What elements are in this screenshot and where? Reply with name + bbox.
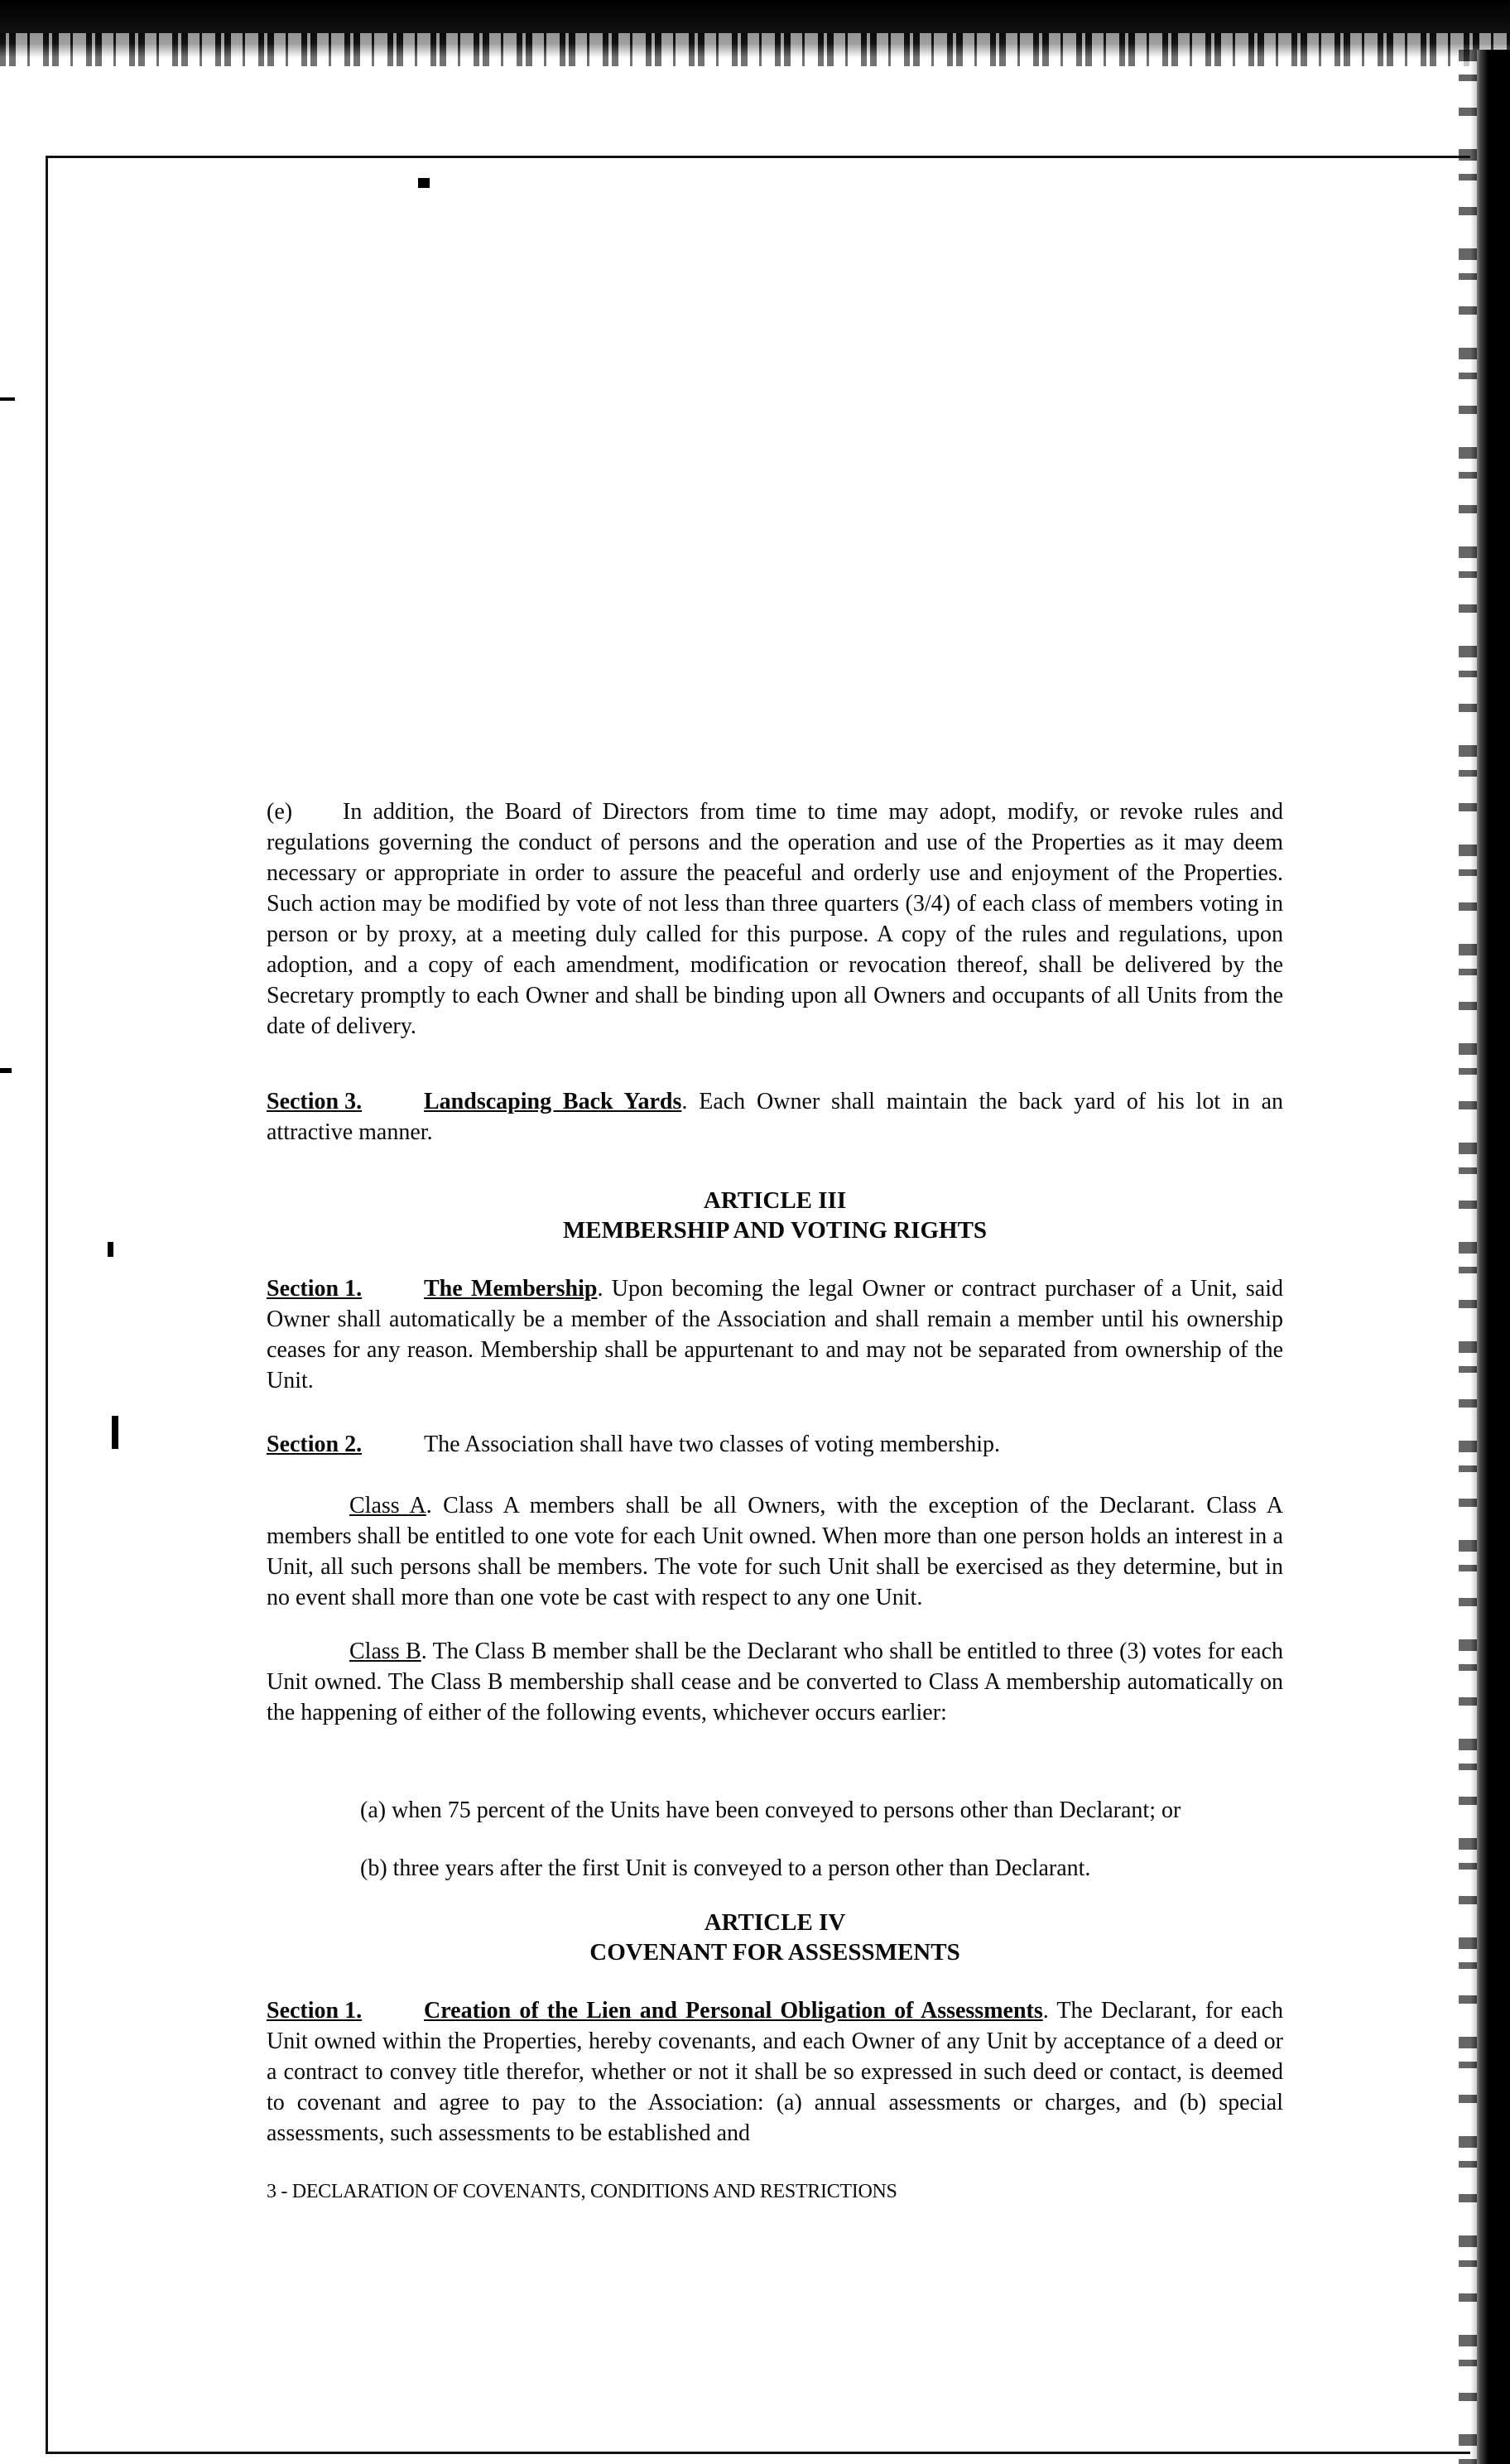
edge-mark <box>418 178 430 188</box>
class-a-label: Class A <box>349 1493 426 1518</box>
edge-mark <box>108 1242 113 1257</box>
section-3 <box>267 1086 1283 1148</box>
paragraph-e-text: In addition, the Board of Directors from time to time may adopt, modify, or revoke rules and regulations governing the conduct of persons and the operation and use of the Properties as it may deem necessary or appropriate in order to assure the peaceful and orderly use and enjoyment of the Properties. Such action may be modified by vote of not less than three quarters (3/4) of each class of members voting in person or by proxy, at a meeting duly called for this purpose. A copy of the rules and regulations, upon adoption, and a copy of each amendment, modification or revocation thereof, shall be delivered by the Secretary promptly to each Owner and shall be binding upon all Owners and occupants of all Units from the date of delivery. <box>267 799 1283 1039</box>
article-3-subheading: MEMBERSHIP AND VOTING RIGHTS <box>562 1217 988 1244</box>
class-a-paragraph <box>267 1490 1283 1613</box>
class-b-text: . The Class B member shall be the Declarant who shall be entitled to three (3) votes for each Unit owned. The Class B membership shall cease and be converted to Class A membership automatically on the happening of either of the following events, whichever occurs earlier: <box>267 1639 1283 1725</box>
article-3-section-2 <box>267 1429 1283 1460</box>
page-footer: 3 - DECLARATION OF COVENANTS, CONDITIONS AND RESTRICTIONS <box>267 2181 897 2202</box>
class-b-label: Class B <box>349 1639 421 1664</box>
article-4-section-1 <box>267 1995 1283 2149</box>
edge-mark <box>0 1068 12 1073</box>
article-3-heading: ARTICLE III <box>703 1187 847 1214</box>
scan-top-noise <box>0 33 1510 66</box>
article-3-section-1 <box>267 1273 1283 1396</box>
article-4-section-1-title: Creation of the Lien and Personal Obligation of Assessments <box>424 1998 1043 2024</box>
paragraph-e <box>267 796 1283 1042</box>
article-3-section-2-text: The Association shall have two classes of voting membership. <box>424 1432 1000 1457</box>
article-4-heading: ARTICLE IV <box>704 1909 846 1936</box>
article-4-heading-block <box>267 1908 1283 1967</box>
section-3-number: Section 3. <box>267 1089 363 1114</box>
article-4-section-1-text: . The Declarant, for each Unit owned within the Properties, hereby covenants, and each Owner of any Unit by acceptance of a deed or a contract to convey title therefor, whether or not it shall be so expressed in such deed or contact, is deemed to covenant and agree to pay to the Association: (a) annual assessments or charges, and (b) special assessments, such assessments to be established and <box>267 1998 1283 2146</box>
paragraph-e-label: (e) <box>267 799 293 825</box>
list-item-b: (b) three years after the first Unit is conveyed to a person other than Declarant. <box>360 1855 1091 1881</box>
article-3-heading-block <box>267 1186 1283 1245</box>
article-4-section-1-number: Section 1. <box>267 1998 363 2024</box>
class-a-text: . Class A members shall be all Owners, with the exception of the Declarant. Class A members shall be entitled to one vote for each Unit owned. When more than one person holds an interest in a Unit, all such persons shall be members. The vote for such Unit shall be exercised as they determine, but in no event shall more than one vote be cast with respect to any one Unit. <box>267 1493 1283 1610</box>
article-3-section-1-title: The Membership <box>424 1276 598 1302</box>
article-3-section-1-number: Section 1. <box>267 1276 363 1302</box>
article-4-subheading: COVENANT FOR ASSESSMENTS <box>589 1939 960 1966</box>
edge-mark <box>0 397 15 401</box>
list-item-a: (a) when 75 percent of the Units have been conveyed to persons other than Declarant; or <box>360 1797 1181 1823</box>
class-b-paragraph <box>267 1636 1283 1728</box>
article-3-section-1-text: . Upon becoming the legal Owner or contract purchaser of a Unit, said Owner shall automatically be a member of the Association and shall remain a member until his ownership ceases for any reason. Membership shall be appurtenant to and may not be separated from ownership of the Unit. <box>267 1276 1283 1393</box>
section-3-title: Landscaping Back Yards <box>424 1089 682 1114</box>
edge-mark <box>112 1416 118 1449</box>
article-3-section-2-number: Section 2. <box>267 1432 363 1457</box>
section-3-text: . Each Owner shall maintain the back yard of his lot in an attractive manner. <box>267 1089 1283 1145</box>
